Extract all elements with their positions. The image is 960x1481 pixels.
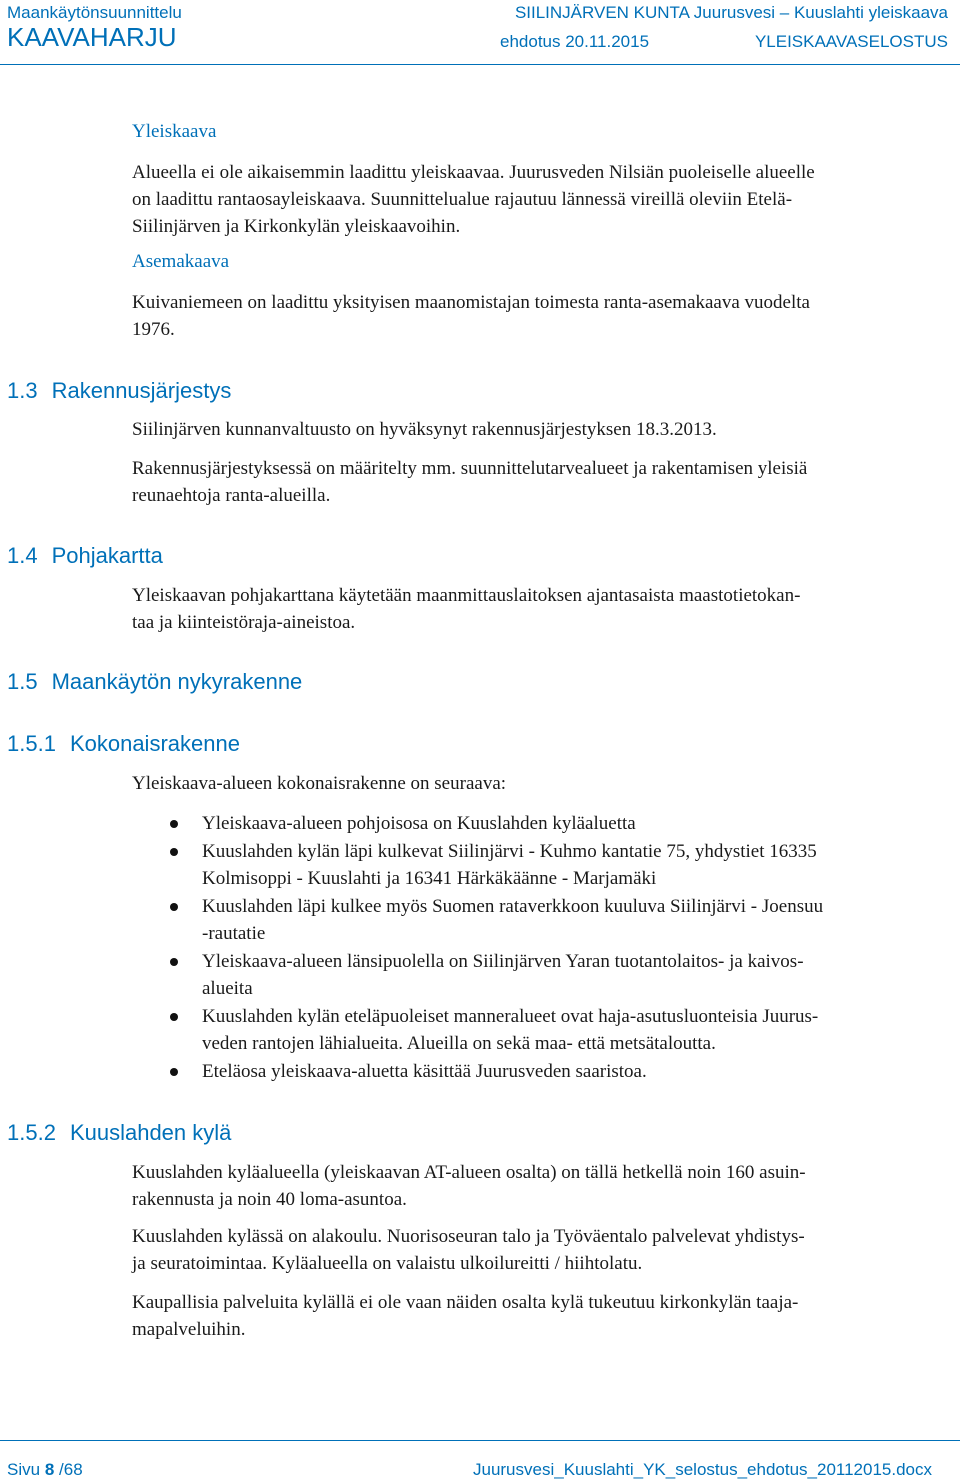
section-title: Maankäytön nykyrakenne: [51, 669, 303, 694]
text-line: mapalveluihin.: [132, 1319, 246, 1340]
text-line: Kuuslahden kylässä on alakoulu. Nuorisoseuran talo ja Työväentalo palvelevat yhdistys-: [132, 1226, 805, 1247]
text-line: Yleiskaavan pohjakarttana käytetään maanmittauslaitoksen ajantasaista maastotietokan-: [132, 585, 801, 606]
kokonaisrakenne-list: [132, 810, 960, 1086]
header-org: Maankäytönsuunnittelu: [7, 3, 182, 22]
header-date: ehdotus 20.11.2015: [500, 32, 650, 51]
header-rule: [0, 64, 960, 65]
subheading-asemakaava: Asemakaava: [132, 251, 230, 272]
section-number: 1.5.2: [7, 1120, 56, 1145]
text-line: Rakennusjärjestyksessä on määritelty mm. suunnittelutarvealueet ja rakentamisen yleisiä: [132, 458, 808, 479]
text-line: 1976.: [132, 319, 175, 340]
section-number: 1.4: [7, 543, 38, 568]
text-line: reunaehtoja ranta-alueilla.: [132, 485, 331, 506]
kuuslahti-para2: [132, 1223, 805, 1277]
list-item: [132, 893, 960, 947]
text-line: Kuuslahden kylän läpi kulkevat Siilinjärvi - Kuhmo kantatie 75, yhdystiet 16335: [202, 841, 817, 862]
bullet-icon: [170, 1068, 178, 1076]
pohjakartta-paragraph: [132, 582, 800, 636]
kokonaisrakenne-intro: Yleiskaava-alueen kokonaisrakenne on seuraava:: [132, 773, 507, 794]
bullet-icon: [170, 1013, 178, 1021]
rakennusjarjestys-para1: Siilinjärven kunnanvaltuusto on hyväksynyt rakennusjärjestyksen 18.3.2013.: [132, 419, 717, 440]
section-number: 1.3: [7, 378, 38, 403]
footer-filename: Juurusvesi_Kuuslahti_YK_selostus_ehdotus_20112015.docx: [472, 1460, 932, 1479]
header-doc-type: YLEISKAAVASELOSTUS: [754, 32, 948, 51]
text-line: Kuuslahden kyläalueella (yleiskaavan AT-alueen osalta) on tällä hetkellä noin 160 asuin-: [132, 1162, 806, 1183]
text-line: Yleiskaava-alueen länsipuolella on Siilinjärven Yaran tuotantolaitos- ja kaivos-: [202, 951, 804, 972]
text-line: Kuivaniemeen on laadittu yksityisen maanomistajan toimesta ranta-asemakaava vuodelta: [132, 292, 810, 313]
text-line: Kolmisoppi - Kuuslahti ja 16341 Härkäkäänne - Marjamäki: [202, 868, 657, 889]
yleiskaava-paragraph: [132, 159, 815, 240]
text-line: Siilinjärven ja Kirkonkylän yleiskaavoihin.: [132, 216, 461, 237]
list-item: [132, 948, 960, 1002]
section-heading-1-4: [7, 543, 163, 569]
text-line: -rautatie: [202, 923, 266, 944]
page-current: 8: [44, 1460, 55, 1479]
text-line: Eteläosa yleiskaava-aluetta käsittää Juurusveden saaristoa.: [202, 1061, 647, 1082]
text-line: rakennusta ja noin 40 loma-asuntoa.: [132, 1189, 407, 1210]
text-line: Alueella ei ole aikaisemmin laadittu yleiskaavaa. Juurusveden Nilsiän puoleiselle alueelle: [132, 162, 815, 183]
rakennusjarjestys-para2: [132, 455, 807, 509]
section-heading-1-5-1: [7, 731, 240, 757]
list-item: [132, 838, 960, 892]
asemakaava-paragraph: [132, 289, 810, 343]
bullet-icon: [170, 848, 178, 856]
header-project: SIILINJÄRVEN KUNTA Juurusvesi – Kuuslahti yleiskaava: [514, 3, 948, 22]
list-item: [132, 1058, 960, 1085]
section-number: 1.5: [7, 669, 38, 694]
bullet-icon: [170, 820, 178, 828]
text-line: ja seuratoimintaa. Kyläalueella on valaistu ulkoilureitti / hiihtolatu.: [132, 1253, 643, 1274]
subheading-yleiskaava: Yleiskaava: [132, 121, 217, 142]
text-line: on laadittu rantaosayleiskaava. Suunnittelualue rajautuu lännessä vireillä oleviin Etelä-: [132, 189, 793, 210]
section-heading-1-3: [7, 378, 231, 404]
section-title: Kokonaisrakenne: [69, 731, 240, 756]
section-title: Kuuslahden kylä: [69, 1120, 232, 1145]
list-item: [132, 810, 960, 837]
bullet-icon: [170, 958, 178, 966]
text-line: veden rantojen lähialueita. Alueilla on sekä maa- että metsätaloutta.: [202, 1033, 716, 1054]
text-line: Kuuslahden läpi kulkee myös Suomen rataverkkoon kuuluva Siilinjärvi - Joensuu: [202, 896, 824, 917]
section-heading-1-5: [7, 669, 302, 695]
text-line: Yleiskaava-alueen pohjoisosa on Kuuslahden kyläaluetta: [202, 813, 636, 834]
section-title: Pohjakartta: [51, 543, 163, 568]
page-prefix: Sivu: [7, 1460, 41, 1479]
section-title: Rakennusjärjestys: [51, 378, 232, 403]
page-total: /68: [59, 1460, 83, 1479]
list-item: [132, 1003, 960, 1057]
kuuslahti-para3: [132, 1289, 798, 1343]
page-number: [7, 1460, 83, 1480]
text-line: Kaupallisia palveluita kylällä ei ole vaan näiden osalta kylä tukeutuu kirkonkylän taaja-: [132, 1292, 799, 1313]
header-brand: KAAVAHARJU: [7, 22, 177, 52]
bullet-icon: [170, 903, 178, 911]
text-line: Kuuslahden kylän eteläpuoleiset manneralueet ovat haja-asutusluonteisia Juurus-: [202, 1006, 819, 1027]
footer-rule: [0, 1440, 960, 1441]
text-line: alueita: [202, 978, 253, 999]
section-number: 1.5.1: [7, 731, 56, 756]
section-heading-1-5-2: [7, 1120, 231, 1146]
text-line: taa ja kiinteistöraja-aineistoa.: [132, 612, 356, 633]
kuuslahti-para1: [132, 1159, 806, 1213]
